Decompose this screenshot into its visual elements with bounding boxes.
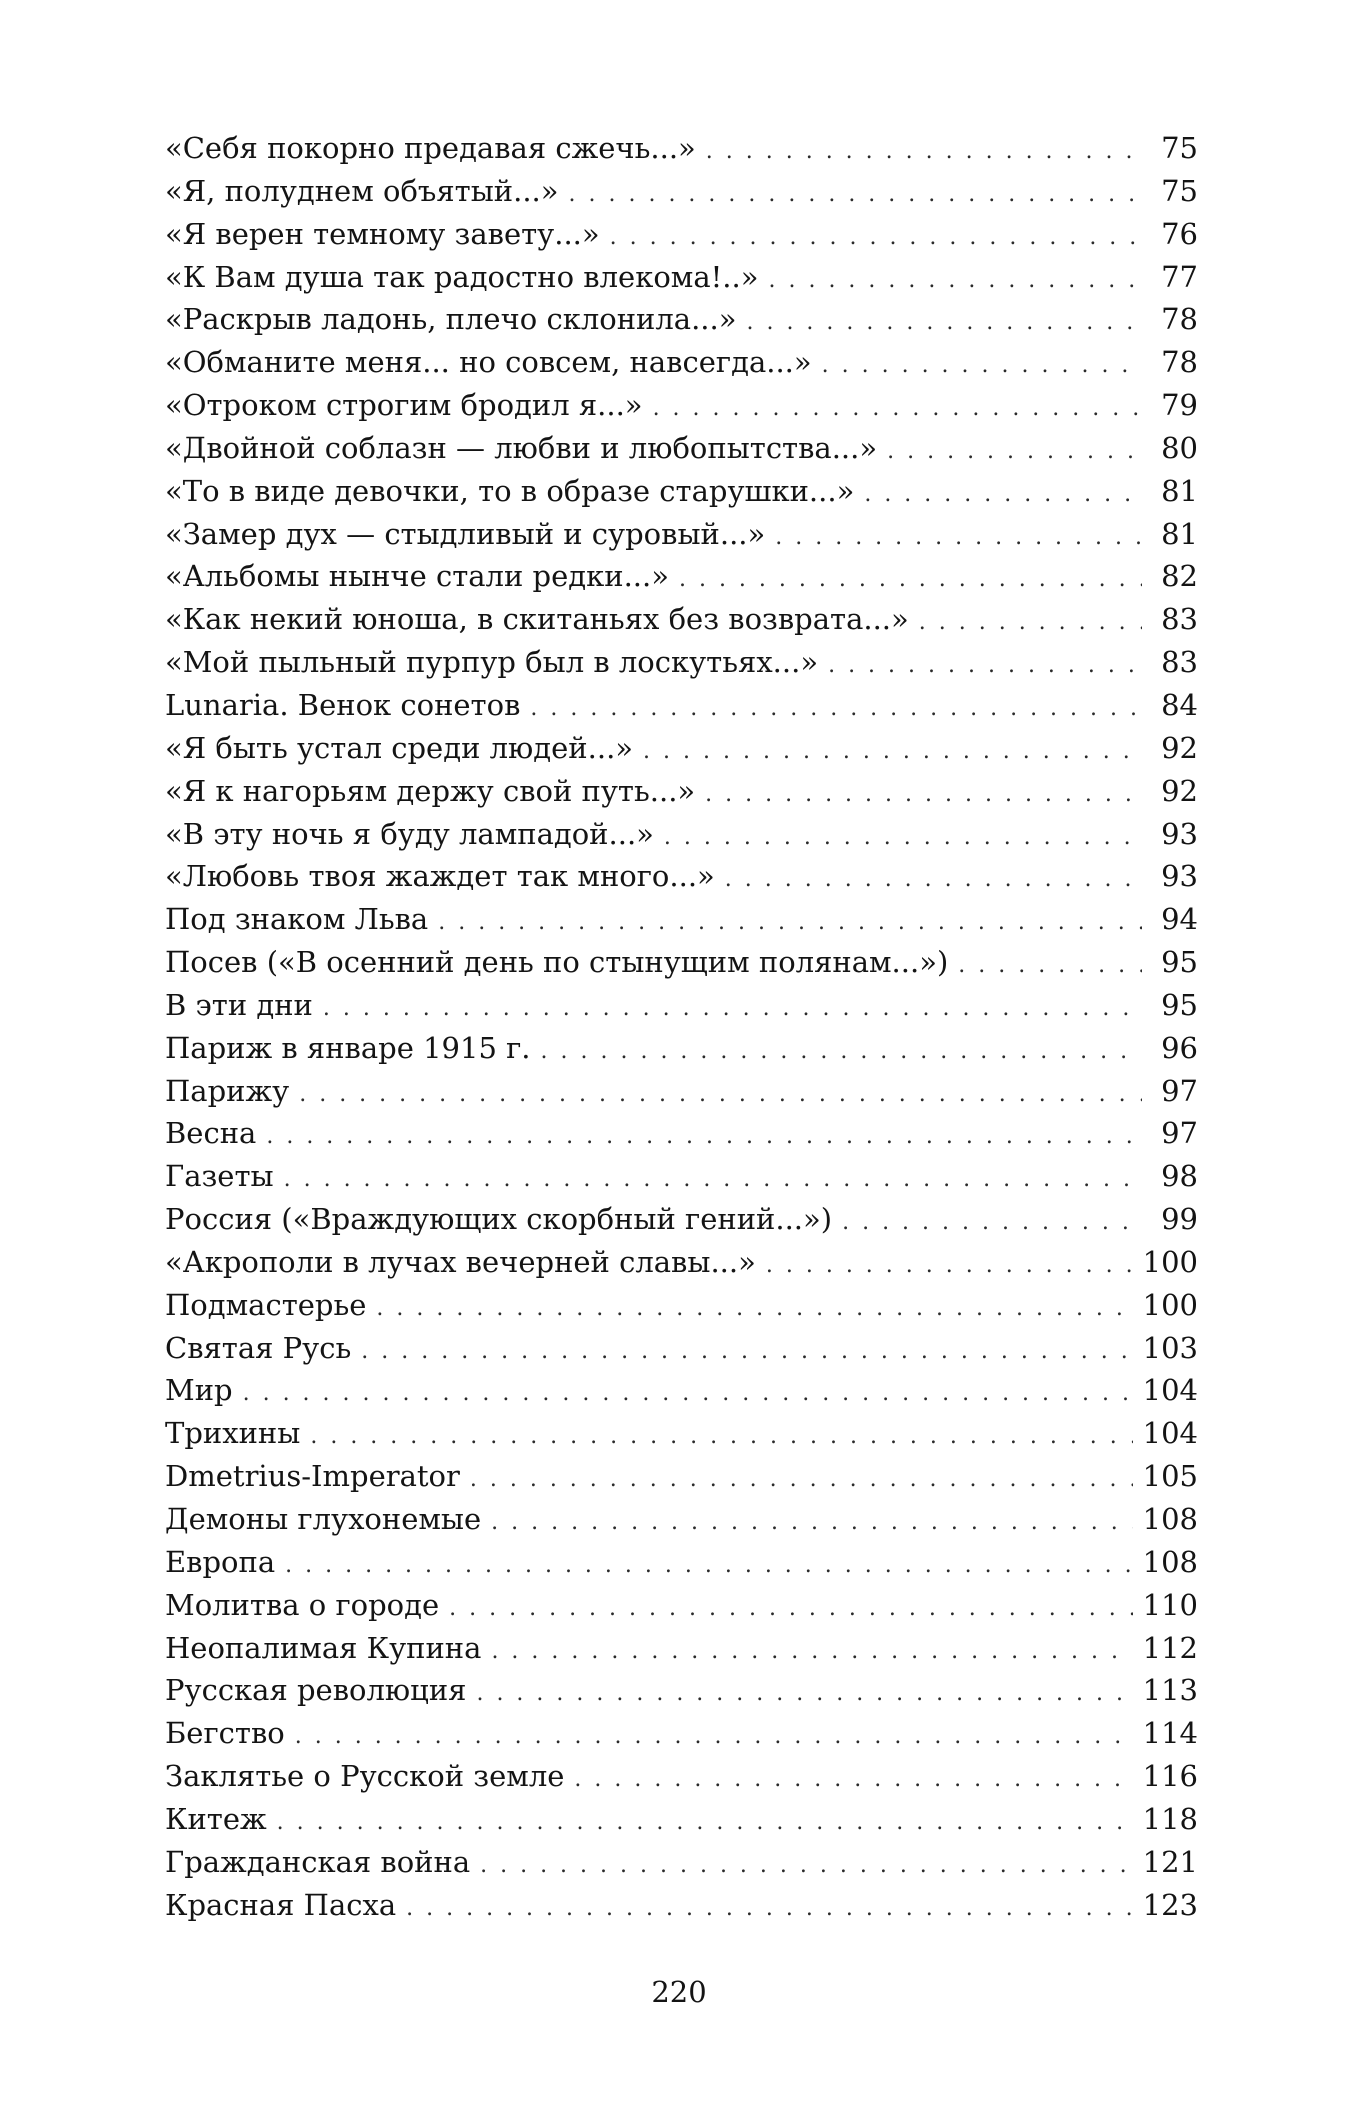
toc-entry-title: Dmetrius-Imperator xyxy=(165,1459,460,1494)
toc-entry-title: Посев («В осенний день по стынущим полянам...») xyxy=(165,945,949,980)
dot-leader xyxy=(361,1331,1132,1374)
toc-entry-page: 103 xyxy=(1142,1330,1198,1365)
toc-entry xyxy=(165,1070,1198,1113)
toc-entry xyxy=(165,127,1198,170)
dot-leader xyxy=(822,345,1142,388)
toc-entry-page: 105 xyxy=(1142,1459,1198,1494)
toc-entry xyxy=(165,1627,1198,1670)
dot-leader xyxy=(476,1673,1132,1716)
toc-entry-page: 118 xyxy=(1142,1801,1198,1836)
toc-entry-title: «Я верен темному завету...» xyxy=(165,216,600,251)
dot-leader xyxy=(664,817,1142,860)
dot-leader xyxy=(277,1802,1133,1845)
toc-entry-page: 80 xyxy=(1161,430,1198,465)
dot-leader xyxy=(310,1416,1132,1459)
toc-entry-title: Под знаком Льва xyxy=(165,902,429,937)
toc-entry-page: 123 xyxy=(1142,1887,1198,1922)
toc-entry xyxy=(165,513,1198,556)
dot-leader xyxy=(864,474,1142,517)
table-of-contents xyxy=(165,127,1198,1926)
dot-leader xyxy=(842,1202,1142,1245)
toc-entry xyxy=(165,256,1198,299)
toc-entry-title: Мир xyxy=(165,1373,233,1408)
toc-entry-page: 78 xyxy=(1161,302,1198,337)
toc-entry-title: «Я, полуднем объятый...» xyxy=(165,173,559,208)
toc-entry-title: Молитва о городе xyxy=(165,1587,440,1622)
toc-entry-page: 97 xyxy=(1161,1073,1198,1108)
dot-leader xyxy=(725,859,1142,902)
dot-leader xyxy=(530,688,1142,731)
toc-entry-page: 92 xyxy=(1161,730,1198,765)
toc-entry xyxy=(165,1841,1198,1884)
toc-entry xyxy=(165,984,1198,1027)
dot-leader xyxy=(449,1588,1132,1631)
dot-leader xyxy=(376,1288,1132,1331)
toc-entry-page: 84 xyxy=(1161,687,1198,722)
dot-leader xyxy=(958,945,1142,988)
toc-entry-title: «Как некий юноша, в скитаньях без возврата...» xyxy=(165,602,909,637)
toc-entry xyxy=(165,641,1198,684)
toc-entry-page: 93 xyxy=(1161,816,1198,851)
toc-entry-page: 113 xyxy=(1142,1673,1198,1708)
toc-entry xyxy=(165,1369,1198,1412)
toc-entry-title: «Я быть устал среди людей...» xyxy=(165,730,634,765)
toc-entry xyxy=(165,1755,1198,1798)
toc-entry xyxy=(165,813,1198,856)
toc-entry-page: 75 xyxy=(1161,131,1198,165)
toc-entry-page: 75 xyxy=(1161,173,1198,208)
toc-entry-title: Красная Пасха xyxy=(165,1887,397,1922)
dot-leader xyxy=(491,1631,1132,1674)
dot-leader xyxy=(679,559,1142,602)
dot-leader xyxy=(766,1245,1133,1288)
toc-entry xyxy=(165,470,1198,513)
dot-leader xyxy=(705,774,1142,817)
toc-entry-title: Русская революция xyxy=(165,1673,467,1708)
toc-entry-page: 76 xyxy=(1161,216,1198,251)
dot-leader xyxy=(491,1502,1132,1545)
toc-entry xyxy=(165,1712,1198,1755)
dot-leader xyxy=(919,602,1142,645)
toc-entry xyxy=(165,341,1198,384)
toc-entry-page: 83 xyxy=(1161,602,1198,637)
toc-entry xyxy=(165,855,1198,898)
toc-entry-title: «В эту ночь я буду лампадой...» xyxy=(165,816,654,851)
toc-entry-page: 79 xyxy=(1161,388,1198,423)
dot-leader xyxy=(438,902,1142,945)
dot-leader xyxy=(706,131,1142,174)
toc-entry-page: 83 xyxy=(1161,645,1198,680)
toc-entry-page: 100 xyxy=(1142,1287,1198,1322)
dot-leader xyxy=(569,174,1142,217)
dot-leader xyxy=(541,1031,1142,1074)
dot-leader xyxy=(470,1459,1133,1502)
toc-entry-page: 97 xyxy=(1161,1116,1198,1151)
toc-entry xyxy=(165,1498,1198,1541)
toc-entry-page: 99 xyxy=(1161,1202,1198,1237)
toc-entry xyxy=(165,770,1198,813)
toc-entry-page: 92 xyxy=(1161,773,1198,808)
dot-leader xyxy=(653,388,1142,431)
toc-entry-title: «Акрополи в лучах вечерней славы...» xyxy=(165,1244,756,1279)
toc-entry xyxy=(165,1584,1198,1627)
toc-entry-page: 100 xyxy=(1142,1244,1198,1279)
dot-leader xyxy=(406,1888,1133,1931)
toc-entry xyxy=(165,1027,1198,1070)
toc-entry xyxy=(165,427,1198,470)
dot-leader xyxy=(299,1074,1142,1117)
toc-entry-page: 104 xyxy=(1142,1416,1198,1451)
toc-entry-title: «Раскрыв ладонь, плечо склонила...» xyxy=(165,302,737,337)
toc-entry-page: 108 xyxy=(1142,1544,1198,1579)
toc-entry-title: Неопалимая Купина xyxy=(165,1630,482,1665)
toc-entry-page: 95 xyxy=(1161,987,1198,1022)
toc-entry xyxy=(165,1455,1198,1498)
toc-entry-title: «Мой пыльный пурпур был в лоскутьях...» xyxy=(165,645,819,680)
toc-entry xyxy=(165,941,1198,984)
toc-entry xyxy=(165,170,1198,213)
toc-entry xyxy=(165,1284,1198,1327)
toc-entry-page: 81 xyxy=(1161,473,1198,508)
toc-entry-title: Китеж xyxy=(165,1801,267,1836)
toc-entry-title: «Альбомы нынче стали редки...» xyxy=(165,559,669,594)
toc-entry-page: 108 xyxy=(1142,1502,1198,1536)
toc-entry-page: 81 xyxy=(1161,516,1198,551)
page-number: 220 xyxy=(651,1975,707,2009)
toc-entry-page: 78 xyxy=(1161,345,1198,380)
dot-leader xyxy=(828,645,1142,688)
dot-leader xyxy=(768,260,1142,303)
toc-entry xyxy=(165,598,1198,641)
toc-entry xyxy=(165,1155,1198,1198)
dot-leader xyxy=(887,431,1142,474)
dot-leader xyxy=(243,1373,1133,1416)
toc-entry xyxy=(165,555,1198,598)
dot-leader xyxy=(285,1545,1133,1588)
toc-entry-title: Парижу xyxy=(165,1073,290,1108)
dot-leader xyxy=(746,302,1142,345)
toc-entry xyxy=(165,1669,1198,1712)
toc-entry-title: Россия («Враждующих скорбный гений...») xyxy=(165,1202,833,1237)
toc-entry xyxy=(165,1412,1198,1455)
toc-entry-title: Гражданская война xyxy=(165,1844,471,1879)
toc-entry-title: «Обманите меня... но совсем, навсегда...» xyxy=(165,345,812,380)
toc-entry-page: 110 xyxy=(1142,1587,1198,1622)
toc-entry-page: 98 xyxy=(1161,1159,1198,1194)
toc-entry-title: «Отроком строгим бродил я...» xyxy=(165,388,643,423)
dot-leader xyxy=(323,988,1142,1031)
toc-entry-title: Подмастерье xyxy=(165,1287,367,1322)
toc-entry xyxy=(165,298,1198,341)
toc-entry xyxy=(165,1327,1198,1370)
toc-entry-title: Бегство xyxy=(165,1716,285,1751)
toc-entry-title: «Замер дух — стыдливый и суровый...» xyxy=(165,516,766,551)
toc-entry-title: «Себя покорно предавая сжечь...» xyxy=(165,131,696,165)
toc-entry-title: «К Вам душа так радостно влекома!..» xyxy=(165,259,759,294)
toc-entry xyxy=(165,727,1198,770)
toc-entry-page: 116 xyxy=(1142,1759,1198,1794)
toc-entry-title: Lunaria. Венок сонетов xyxy=(165,687,521,722)
toc-entry xyxy=(165,384,1198,427)
toc-entry-title: «Любовь твоя жаждет так много...» xyxy=(165,859,715,894)
toc-entry xyxy=(165,1884,1198,1927)
toc-entry xyxy=(165,1198,1198,1241)
toc-entry-page: 93 xyxy=(1161,859,1198,894)
toc-entry-page: 112 xyxy=(1142,1630,1198,1665)
toc-entry-title: Святая Русь xyxy=(165,1330,352,1365)
toc-entry-page: 114 xyxy=(1142,1716,1198,1751)
toc-entry-title: «Я к нагорьям держу свой путь...» xyxy=(165,773,696,808)
toc-entry-title: Демоны глухонемые xyxy=(165,1502,482,1536)
toc-entry-title: В эти дни xyxy=(165,987,313,1022)
dot-leader xyxy=(480,1845,1133,1888)
toc-entry-page: 96 xyxy=(1161,1030,1198,1065)
dot-leader xyxy=(266,1116,1142,1159)
toc-entry xyxy=(165,684,1198,727)
toc-entry-page: 82 xyxy=(1161,559,1198,594)
toc-entry-page: 104 xyxy=(1142,1373,1198,1408)
dot-leader xyxy=(295,1716,1133,1759)
dot-leader xyxy=(643,731,1142,774)
toc-entry-title: Весна xyxy=(165,1116,257,1151)
dot-leader xyxy=(775,517,1142,560)
toc-entry-page: 95 xyxy=(1161,945,1198,980)
toc-entry xyxy=(165,1798,1198,1841)
toc-entry-page: 94 xyxy=(1161,902,1198,937)
toc-entry xyxy=(165,1241,1198,1284)
toc-entry xyxy=(165,898,1198,941)
toc-entry-page: 77 xyxy=(1161,259,1198,294)
dot-leader xyxy=(574,1759,1132,1802)
toc-entry-title: «То в виде девочки, то в образе старушки...» xyxy=(165,473,855,508)
toc-entry xyxy=(165,1112,1198,1155)
toc-entry xyxy=(165,213,1198,256)
toc-entry-title: Париж в январе 1915 г. xyxy=(165,1030,531,1065)
toc-entry-title: «Двойной соблазн — любви и любопытства...» xyxy=(165,430,878,465)
toc-entry-title: Трихины xyxy=(165,1416,301,1451)
dot-leader xyxy=(610,217,1142,260)
toc-entry-title: Газеты xyxy=(165,1159,274,1194)
dot-leader xyxy=(284,1159,1142,1202)
toc-entry-title: Заклятье о Русской земле xyxy=(165,1759,565,1794)
toc-entry-page: 121 xyxy=(1142,1844,1198,1879)
toc-entry xyxy=(165,1541,1198,1584)
toc-entry-title: Европа xyxy=(165,1544,276,1579)
